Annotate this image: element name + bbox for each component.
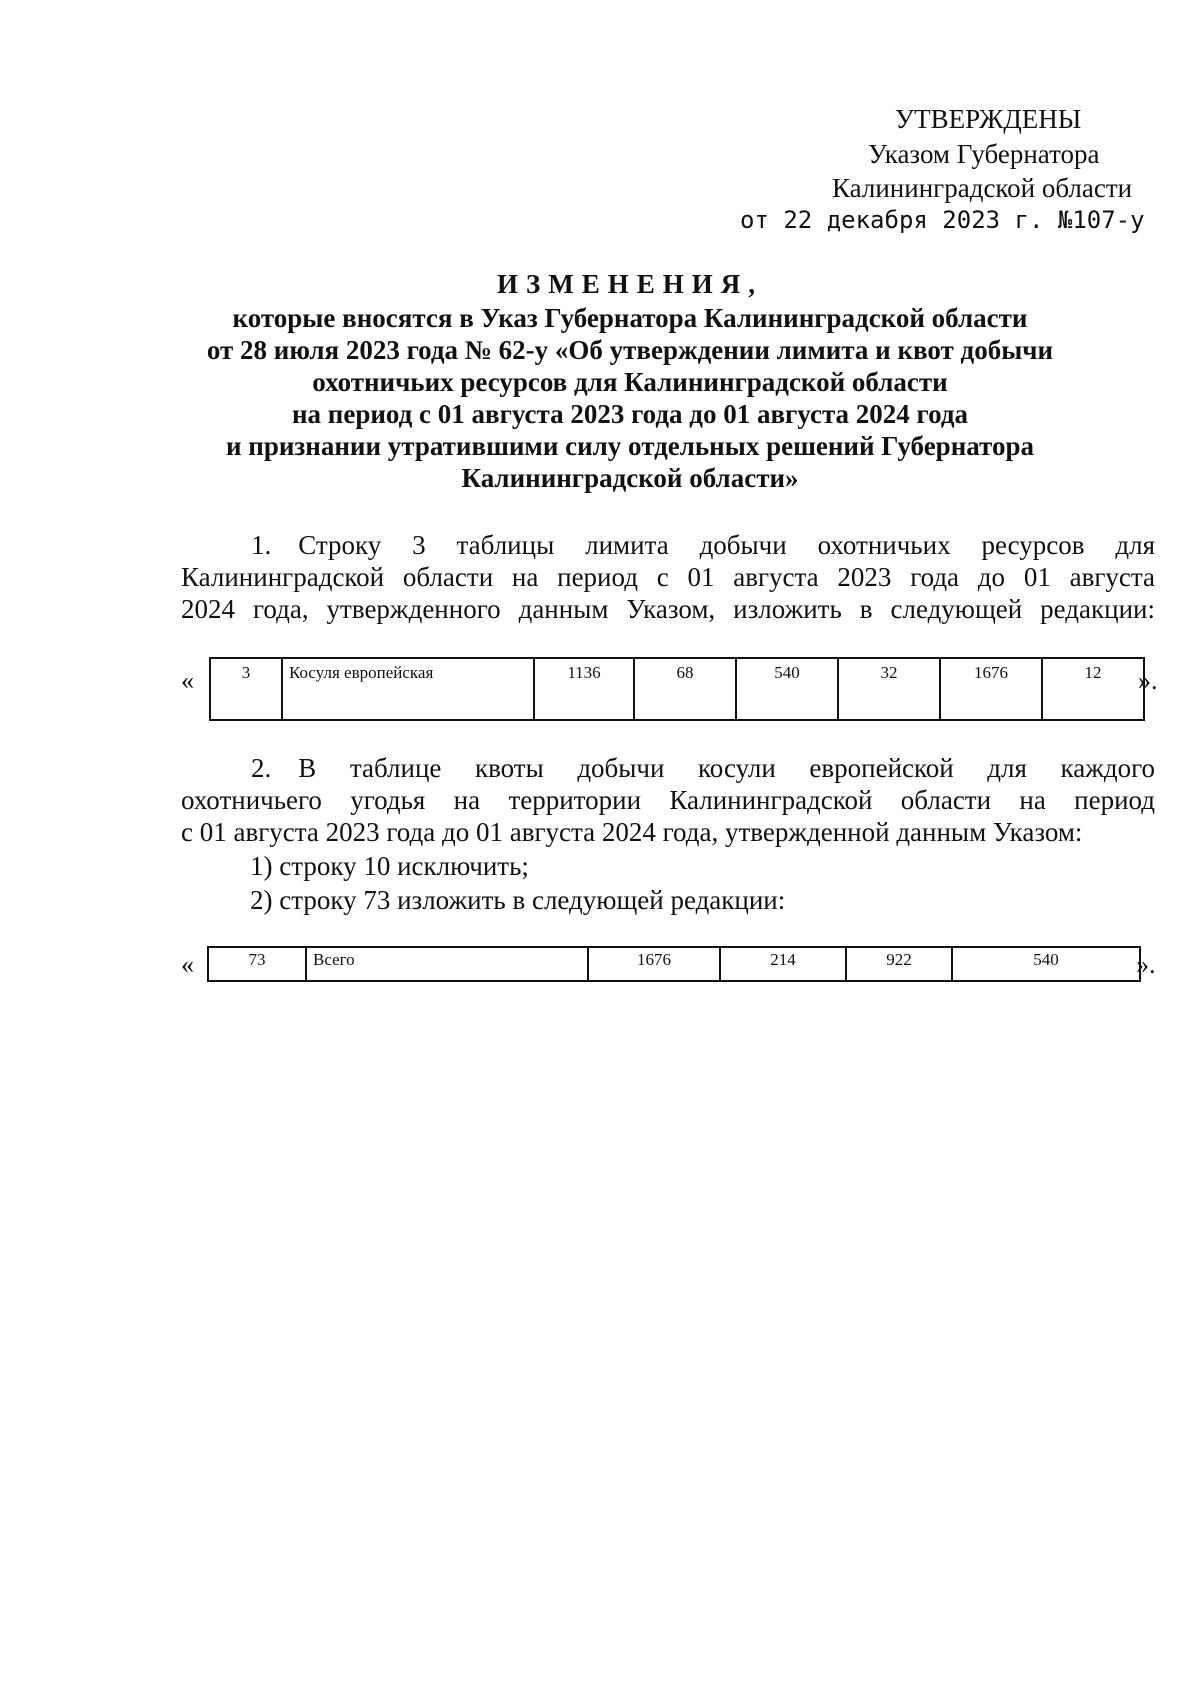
paragraph-line: охотничьего угодья на территории Калининградской области на период xyxy=(181,785,1155,815)
paragraph-line: Калининградской области на период с 01 августа 2023 года до 01 августа xyxy=(181,562,1155,592)
table-cell: 1676 xyxy=(588,947,720,981)
paragraph-line: 1. Строку 3 таблицы лимита добычи охотничьих ресурсов для xyxy=(251,530,1155,560)
title-line: охотничьих ресурсов для Калининградской области xyxy=(312,367,948,397)
table-cell: 1676 xyxy=(940,658,1042,720)
document-title xyxy=(180,302,1080,494)
table-cell: 68 xyxy=(634,658,736,720)
title-line: и признании утратившими силу отдельных решений Губернатора xyxy=(226,431,1034,461)
table2-open-quote: « xyxy=(181,950,194,979)
table1-open-quote: « xyxy=(181,666,194,695)
table-cell: Косуля европейская xyxy=(282,658,534,720)
table-cell: 540 xyxy=(736,658,838,720)
table-cell: Всего xyxy=(306,947,588,981)
paragraph-2 xyxy=(181,752,1155,848)
sub-item-1: 1) строку 10 исключить; xyxy=(250,851,529,881)
paragraph-line: 2024 года, утвержденного данным Указом, изложить в следующей редакции: xyxy=(181,594,1155,624)
title-line: Калининградской области» xyxy=(461,463,799,493)
title-line: на период с 01 августа 2023 года до 01 августа 2024 года xyxy=(291,399,969,429)
table-cell: 540 xyxy=(952,947,1140,981)
title-line: которые вносятся в Указ Губернатора Калининградской области xyxy=(232,303,1028,333)
table-cell: 1136 xyxy=(534,658,634,720)
document-heading: ИЗМЕНЕНИЯ, xyxy=(496,269,763,299)
approved-date-number: от 22 декабря 2023 г. №107-у xyxy=(740,206,1145,234)
approval-block xyxy=(0,0,1200,240)
table-quota-row xyxy=(207,946,1141,982)
table-limit-row xyxy=(209,657,1145,721)
table-cell: 32 xyxy=(838,658,940,720)
table-cell: 3 xyxy=(210,658,282,720)
table-row xyxy=(208,947,1140,981)
paragraph-line: с 01 августа 2023 года до 01 августа 2024 года, утвержденной данным Указом: xyxy=(181,817,1083,847)
table-cell: 922 xyxy=(846,947,952,981)
table-cell: 73 xyxy=(208,947,306,981)
sub-item-2: 2) строку 73 изложить в следующей редакции: xyxy=(250,885,786,915)
table1-close-quote: ». xyxy=(1138,666,1158,695)
approved-region: Калининградской области xyxy=(832,173,1133,203)
table-cell: 214 xyxy=(720,947,846,981)
table2-close-quote: ». xyxy=(1136,950,1156,979)
approved-label: УТВЕРЖДЕНЫ xyxy=(895,104,1082,134)
title-line: от 28 июля 2023 года № 62-у «Об утверждении лимита и квот добычи xyxy=(206,335,1054,365)
table-cell: 12 xyxy=(1042,658,1144,720)
paragraph-line: 2. В таблице квоты добычи косули европейской для каждого xyxy=(251,753,1155,783)
table-row xyxy=(210,658,1144,720)
approved-by: Указом Губернатора xyxy=(868,139,1100,169)
paragraph-1 xyxy=(181,529,1155,625)
